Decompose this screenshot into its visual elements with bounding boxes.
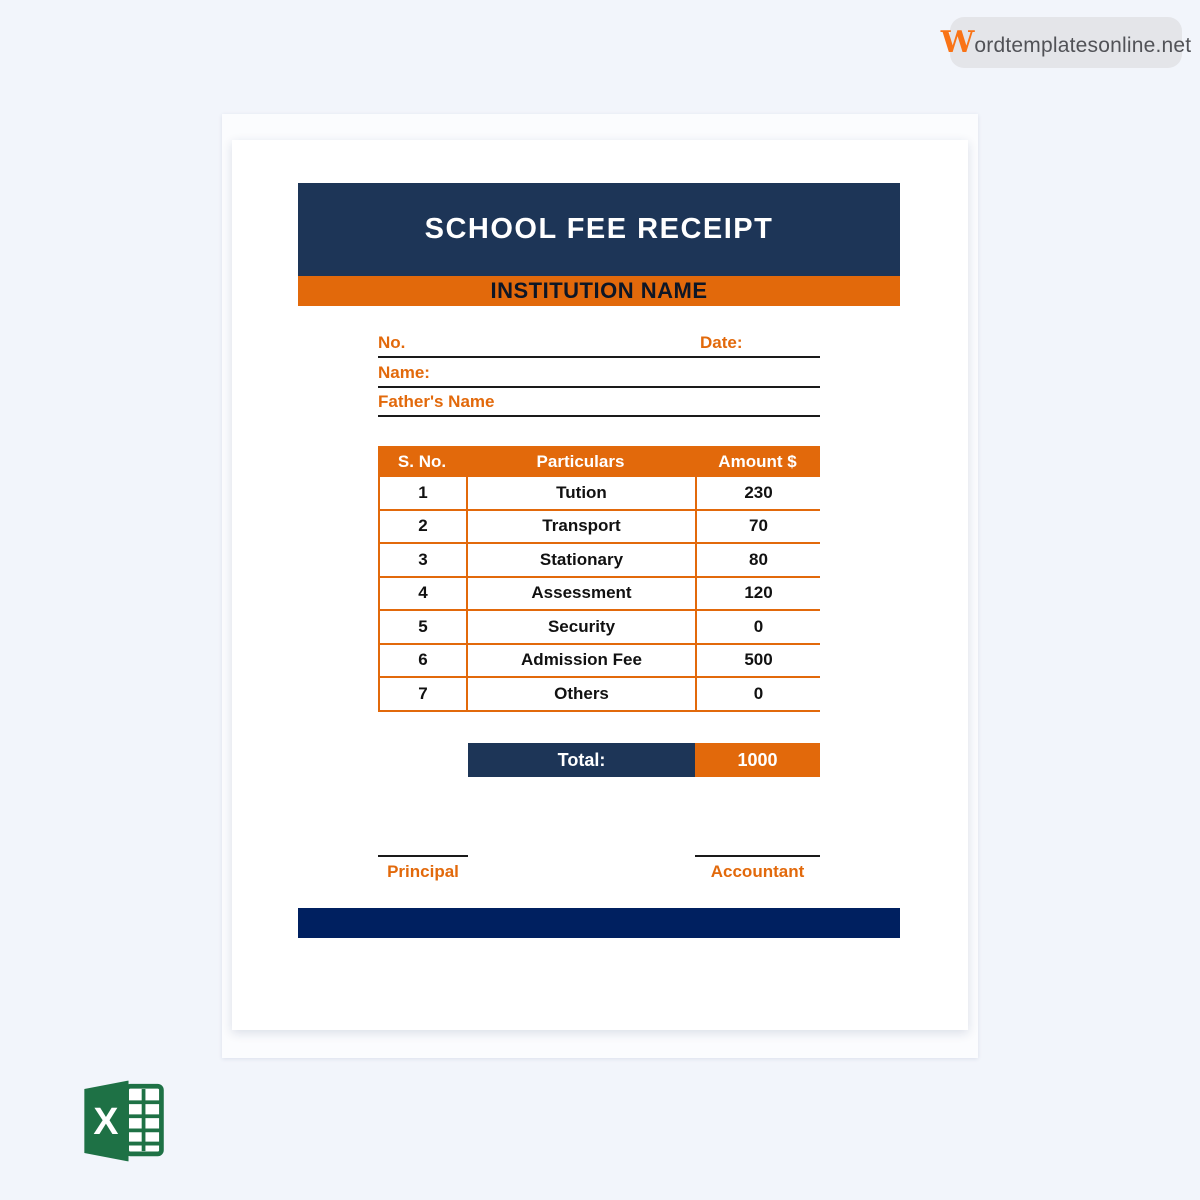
brand-badge (940, 17, 1192, 68)
cell-sno: 2 (418, 516, 428, 536)
receipt-title: SCHOOL FEE RECEIPT (424, 213, 774, 245)
cell-particulars: Tution (466, 477, 695, 509)
excel-icon-graphic (74, 1074, 168, 1168)
cell-amount: 500 (695, 645, 820, 677)
cell-amount: 0 (695, 611, 820, 643)
principal-label: Principal (387, 862, 459, 881)
table-row (380, 511, 820, 545)
cell-particulars: Assessment (466, 578, 695, 610)
brand-name-text: ordtemplatesonline.net (974, 34, 1192, 57)
table-row (380, 645, 820, 679)
field-row-fathers-name (378, 389, 820, 417)
principal-signature-line (378, 855, 468, 857)
header-sno: S. No. (397, 451, 447, 471)
header-particulars: Particulars (536, 451, 625, 471)
header-amount: Amount $ (718, 451, 797, 471)
footer-band (298, 908, 900, 938)
cell-sno: 6 (418, 650, 428, 670)
table-row (380, 611, 820, 645)
cell-particulars: Admission Fee (466, 645, 695, 677)
fee-table-header (378, 446, 820, 477)
total-label-cell: Total: (468, 743, 695, 777)
total-value-cell: 1000 (695, 743, 820, 777)
field-row-name (378, 360, 820, 388)
name-label: Name: (378, 363, 430, 382)
table-row (380, 578, 820, 612)
field-row-no-date (378, 330, 820, 358)
cell-particulars: Stationary (466, 544, 695, 576)
accountant-signature-block (695, 855, 820, 882)
accountant-signature-line (695, 855, 820, 857)
cell-particulars: Security (466, 611, 695, 643)
cell-sno: 4 (418, 583, 428, 603)
cell-amount: 80 (695, 544, 820, 576)
date-label: Date: (700, 333, 743, 352)
cell-amount: 70 (695, 511, 820, 543)
cell-sno: 5 (418, 616, 428, 636)
principal-signature-block (378, 855, 468, 882)
cell-amount: 120 (695, 578, 820, 610)
accountant-label: Accountant (710, 862, 805, 881)
fee-table (378, 446, 820, 712)
table-row (380, 544, 820, 578)
receipt-page (232, 140, 968, 1030)
cell-amount: 230 (695, 477, 820, 509)
cell-sno: 1 (418, 482, 428, 502)
cell-amount: 0 (695, 678, 820, 710)
cell-particulars: Transport (466, 511, 695, 543)
cell-sno: 7 (418, 683, 428, 703)
excel-file-icon[interactable] (74, 1074, 168, 1168)
fathers-name-label: Father's Name (378, 392, 495, 411)
institution-band (298, 276, 900, 306)
table-row (380, 477, 820, 511)
receipt-header-band (298, 183, 900, 276)
cell-sno: 3 (418, 549, 428, 569)
institution-name: INSTITUTION NAME (490, 278, 708, 303)
table-row (380, 678, 820, 712)
svg-text:X: X (93, 1100, 119, 1143)
fee-table-body (378, 477, 820, 712)
brand-initial: W (940, 25, 975, 60)
no-label: No. (378, 333, 406, 352)
cell-particulars: Others (466, 678, 695, 710)
